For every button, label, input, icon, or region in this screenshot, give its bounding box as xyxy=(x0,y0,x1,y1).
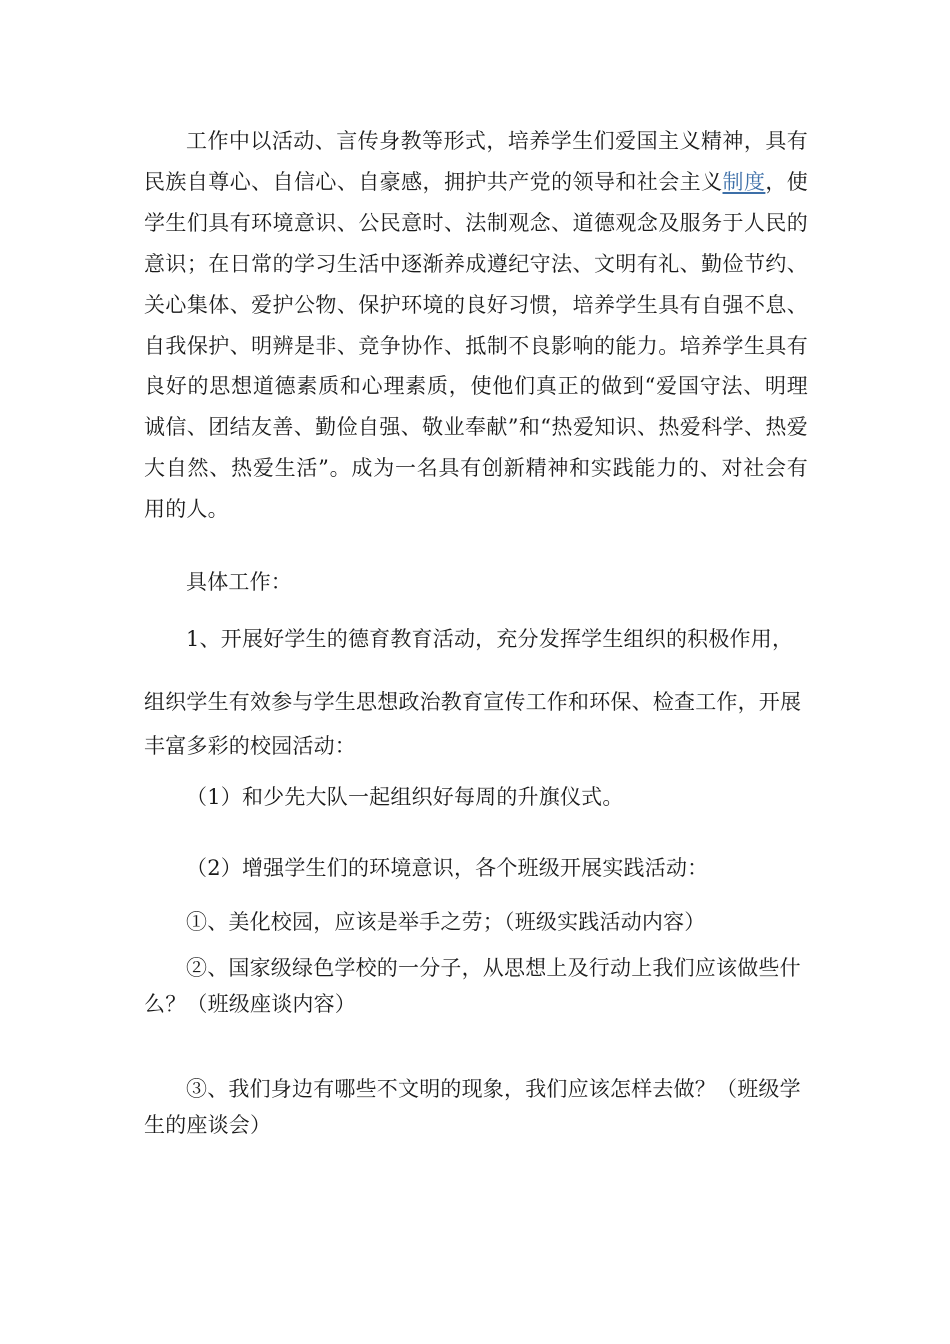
paragraph-sub-1: （1）和少先大队一起组织好每周的升旗仪式。 xyxy=(186,785,624,809)
paragraph-item-1-rest: 组织学生有效参与学生思想政治教育宣传工作和环保、检查工作，开展丰富多彩的校园活动： xyxy=(144,690,802,758)
paragraph-specific-work: 具体工作： xyxy=(186,570,292,594)
paragraph-circle-3: ③、我们身边有哪些不文明的现象，我们应该怎样去做？（班级学生的座谈会） xyxy=(144,1077,801,1137)
paragraph-intro-text-a: 工作中以活动、言传身教等形式，培养学生们爱国主义精神，具有民族自尊心、自信心、自豪感，拥护共产党的领导和社会主义 xyxy=(144,129,808,194)
paragraph-item-1-line1: 1、开展好学生的德育教育活动，充分发挥学生组织的积极作用， xyxy=(186,627,794,651)
link-zhidu[interactable]: 制度 xyxy=(722,169,766,194)
paragraph-intro xyxy=(144,121,808,530)
paragraph-sub-2: （2）增强学生们的环境意识，各个班级开展实践活动： xyxy=(186,856,709,880)
paragraph-circle-1: ①、美化校园，应该是举手之劳；（班级实践活动内容） xyxy=(186,910,706,934)
paragraph-intro-text-b: ，使学生们具有环境意识、公民意时、法制观念、道德观念及服务于人民的意识；在日常的学习生活中逐渐养成遵纪守法、文明有礼、勤俭节约、关心集体、爱护公物、保护环境的良好习惯，培养学生具有自强不息、自我保护、明辨是非、竞争协作、抵制不良影响的能力。培养学生具有良好的思想道德素质和心理素质，使他们真正的做到“爱国守法、明理诚信、团结友善、勤俭自强、敬业奉献”和“热爱知识、热爱科学、热爱大自然、热爱生活”。成为一名具有创新精神和实践能力的、对社会有用的人。 xyxy=(144,169,809,522)
paragraph-circle-2: ②、国家级绿色学校的一分子，从思想上及行动上我们应该做些什么？（班级座谈内容） xyxy=(144,956,801,1016)
